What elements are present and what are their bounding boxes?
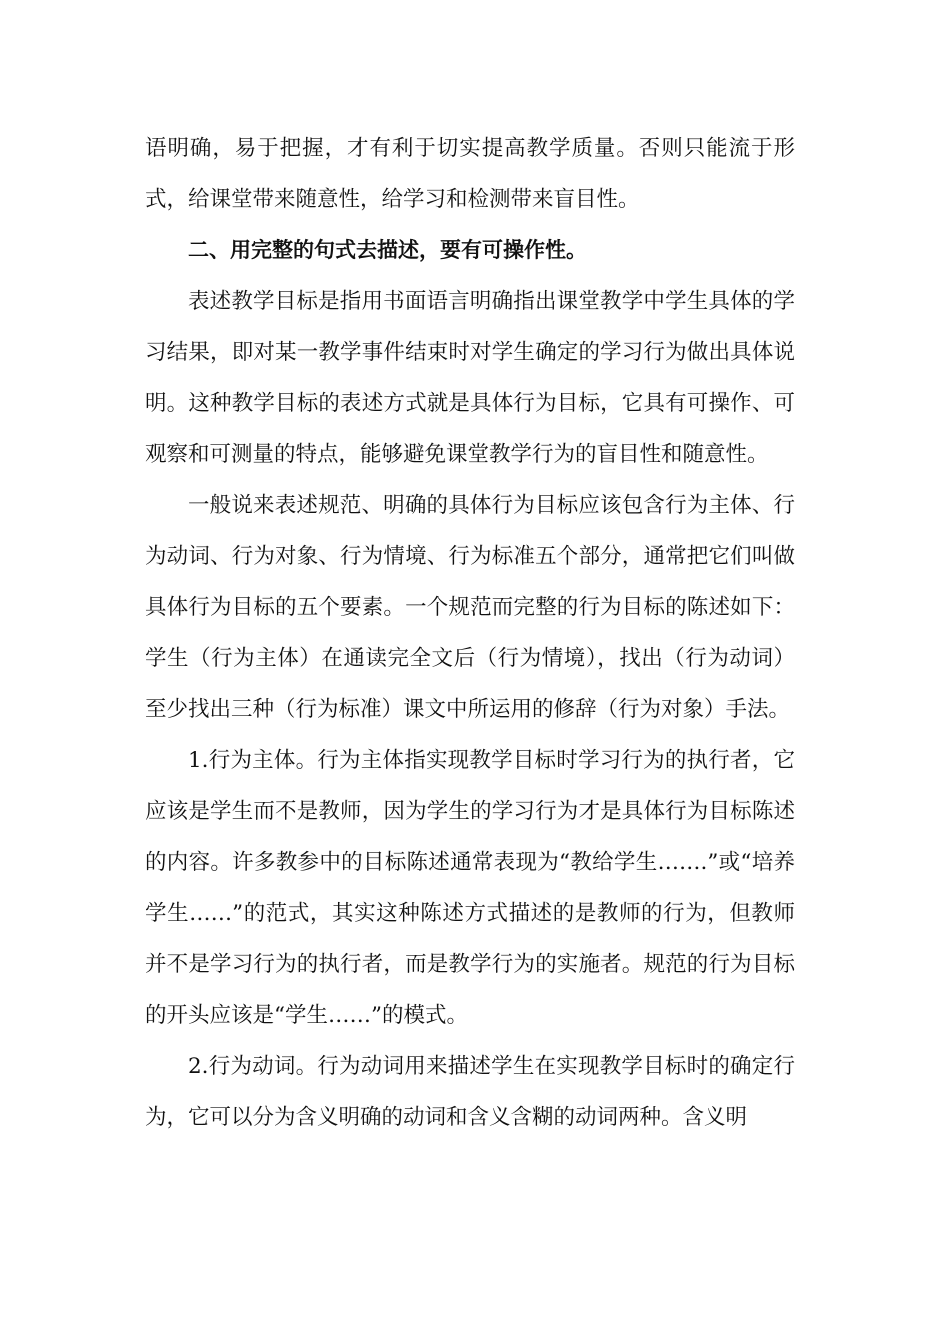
paragraph-definition: 表述教学目标是指用书面语言明确指出课堂教学中学生具体的学习结果，即对某一教学事件结束时对学生确定的学习行为做出具体说明。这种教学目标的表述方式就是具体行为目标，它具有可操作、可观察和可测量的特点，能够避免课堂教学行为的盲目性和随意性。 <box>145 289 795 467</box>
paragraph-five-elements: 一般说来表述规范、明确的具体行为目标应该包含行为主体、行为动词、行为对象、行为情境、行为标准五个部分，通常把它们叫做具体行为目标的五个要素。一个规范而完整的行为目标的陈述如下：学生（行为主体）在通读完全文后（行为情境），找出（行为动词）至少找出三种（行为标准）课文中所运用的修辞（行为对象）手法。 <box>145 493 795 722</box>
paragraph-behavior-subject: 1.行为主体。行为主体指实现教学目标时学习行为的执行者，它应该是学生而不是教师，因为学生的学习行为才是具体行为目标陈述的内容。许多教参中的目标陈述通常表现为“教给学生…….”或“培养学生……”的范式，其实这种陈述方式描述的是教师的行为，但教师并不是学习行为的执行者，而是教学行为的实施者。规范的行为目标的开头应该是“学生……”的模式。 <box>145 748 795 1028</box>
section-heading: 二、用完整的句式去描述，要有可操作性。 <box>188 238 587 262</box>
document-body <box>145 123 795 1143</box>
paragraph-behavior-verb: 2.行为动词。行为动词用来描述学生在实现教学目标时的确定行为，它可以分为含义明确的动词和含义含糊的动词两种。含义明 <box>145 1054 795 1130</box>
paragraph-continuation: 语明确，易于把握，才有利于切实提高教学质量。否则只能流于形式，给课堂带来随意性，给学习和检测带来盲目性。 <box>145 136 795 212</box>
